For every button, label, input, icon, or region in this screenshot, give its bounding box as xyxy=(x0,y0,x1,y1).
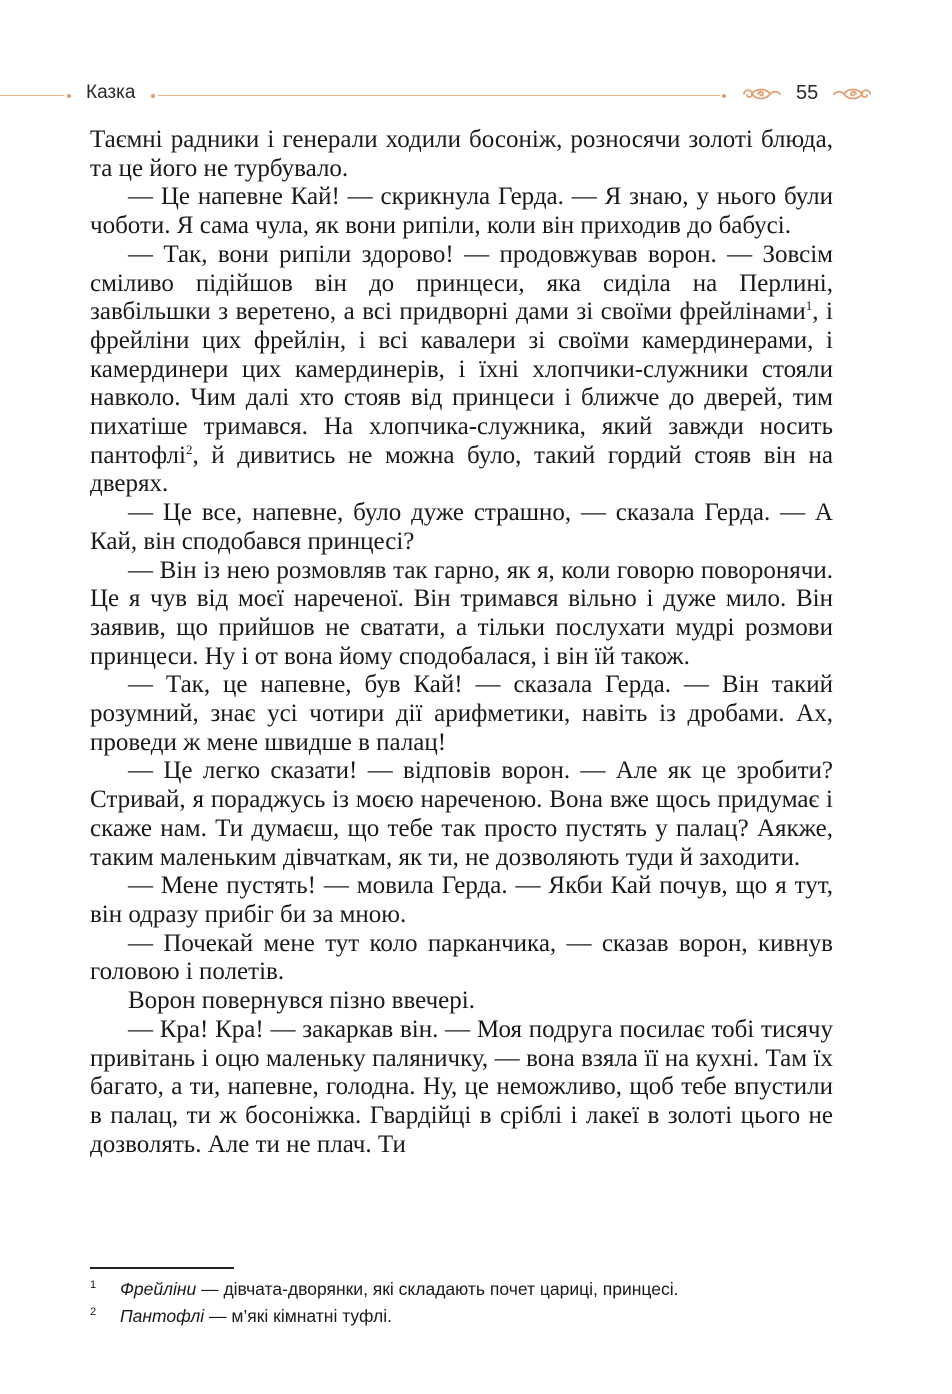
footnote-1 xyxy=(90,1276,850,1303)
footnote-definition: — дівчата-дворянки, які складають почет цариці, принцесі. xyxy=(196,1279,679,1299)
paragraph-10: Ворон повернувся пізно ввечері. xyxy=(128,987,475,1015)
header-rule-middle xyxy=(158,95,720,96)
header-rule-left xyxy=(0,95,64,96)
footnote-definition: — м’які кімнатні туфлі. xyxy=(204,1306,392,1326)
paragraph-4: — Це все, напевне, було дуже страшно, — сказала Герда. — А Кай, він сподобався принцесі? xyxy=(90,499,833,555)
paragraph-8: — Мене пустять! — мовила Герда. — Якби Кай почув, що я тут, він одразу прибіг би за мною. xyxy=(90,872,833,928)
scroll-ornament-right-icon xyxy=(832,83,878,105)
header-dot-left xyxy=(67,94,71,98)
paragraph-7: — Це легко сказати! — відповів ворон. — Але як це зробити? Стривай, я пораджусь із моєю нареченою. Вона вже щось придумає і скаже нам. Ти думаєш, що тебе так просто пустять у палац? Аякже, таким маленьким дівчаткам, як ти, не дозволяють туди й заходити. xyxy=(90,757,833,871)
footnote-number: 2 xyxy=(90,1306,97,1318)
paragraph-5: — Він із нею розмовляв так гарно, як я, коли говорю поворонячи. Це я чув від моєї нареченої. Він тримався вільно і дуже мило. Він заявив, що прийшов не сватати, а тільки послухати мудрі розмови принцеси. Ну і от вона йому сподобалася, і він їй також. xyxy=(90,556,833,670)
footnote-term: Фрейліни xyxy=(120,1279,197,1299)
story-text xyxy=(90,126,833,1159)
header-dot-middle-right xyxy=(722,94,726,98)
paragraph-3 xyxy=(90,241,833,499)
paragraph-3-part-2: , і фрейліни цих фрейлін, і всі кавалери зі своїми камердинерами, і камердинери цих камердинерів, і їхні хлопчики-служники стояли навколо. Чим далі хто стояв від принцеси і ближче до дверей, тим пихатіше тримався. На хлопчика-служника, який завжди носить пантофлі xyxy=(90,298,833,469)
paragraph-6: — Так, це напевне, був Кай! — сказала Герда. — Він такий розумний, знає усі чотири дії арифметики, навіть із дробами. Ах, проведи ж мене швидше в палац! xyxy=(90,671,833,756)
scroll-ornament-left-icon xyxy=(736,83,782,105)
footnotes xyxy=(90,1276,850,1330)
paragraph-11: — Кра! Кра! — закаркав він. — Моя подруга посилає тобі тисячу привітань і оцю маленьку паляничку, — вона взяла її на кухні. Там їх багато, а ти, напевне, голодна. Ну, це неможливо, щоб тебе впустили в палац, ти ж босоніжка. Гвардійці в сріблі і лакеї в золоті цього не дозволять. Але ти не плач. Ти xyxy=(90,1015,833,1158)
paragraph-2: — Це напевне Кай! — скрикнула Герда. — Я знаю, у нього були чоботи. Я сама чула, як вони рипіли, коли він приходив до бабусі. xyxy=(90,183,833,240)
page-number: 55 xyxy=(796,82,819,104)
footnote-term: Пантофлі xyxy=(120,1306,205,1326)
footnote-ref-1: 1 xyxy=(805,298,813,314)
footnote-number: 1 xyxy=(90,1279,97,1291)
paragraph-1: Таємні радники і генерали ходили босоніж, розносячи золоті блюда, та це його не турбувало. xyxy=(90,126,833,182)
paragraph-9: — Почекай мене тут коло парканчика, — сказав ворон, кивнув головою і полетів. xyxy=(90,929,833,986)
running-header xyxy=(0,78,952,112)
section-title: Казка xyxy=(86,82,136,103)
paragraph-3-part-3: , й дивитись не можна було, такий гордий стояв він на дверях. xyxy=(90,441,833,498)
footnote-ref-2: 2 xyxy=(185,441,193,457)
paragraph-3-part-1: — Так, вони рипіли здорово! — продовжував ворон. — Зовсім сміливо підійшов він до принцеси, яка сиділа на Перлині, завбільшки з веретено, а всі придворні дами зі своїми фрейлінами xyxy=(90,240,833,326)
header-dot-middle-left xyxy=(151,94,155,98)
footnote-2 xyxy=(90,1303,850,1330)
footnote-divider xyxy=(90,1267,234,1269)
